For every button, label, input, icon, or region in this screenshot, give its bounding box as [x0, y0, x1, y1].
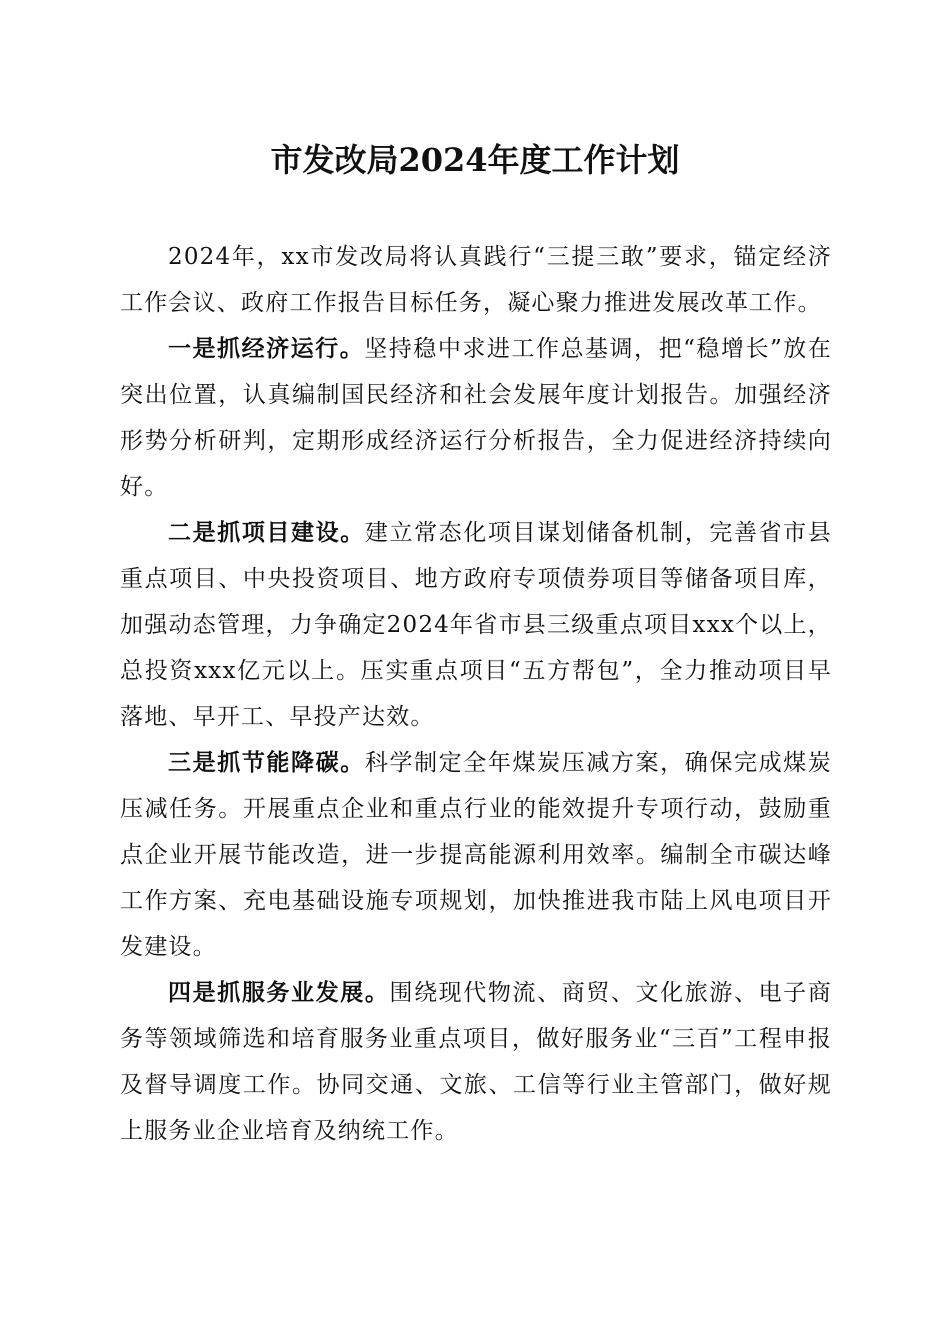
section-text: 建立常态化项目谋划储备机制，完善省市县重点项目、中央投资项目、地方政府专项债券项目等储备项目库，加强动态管理，力争确定2024年省市县三级重点项目xxx个以上，总投资xxx亿元以上。压实重点项目“五方帮包”，全力推动项目早落地、早开工、早投产达效。 — [120, 520, 832, 730]
document-title: 市发改局2024年度工作计划 — [270, 141, 680, 179]
section-paragraph-services — [120, 970, 832, 1154]
section-lead: 三是抓节能降碳。 — [168, 749, 365, 776]
intro-paragraph: 2024年，xx市发改局将认真践行“三提三敢”要求，锚定经济工作会议、政府工作报告目标任务，凝心聚力推进发展改革工作。 — [120, 244, 832, 316]
section-paragraph-economy — [120, 326, 832, 510]
section-paragraph-energy — [120, 740, 832, 970]
section-paragraph-projects — [120, 510, 832, 740]
section-lead: 四是抓服务业发展。 — [168, 979, 390, 1006]
document-body — [120, 234, 832, 1154]
section-text: 坚持稳中求进工作总基调，把“稳增长”放在突出位置，认真编制国民经济和社会发展年度计划报告。加强经济形势分析研判，定期形成经济运行分析报告，全力促进经济持续向好。 — [120, 336, 832, 500]
section-text: 科学制定全年煤炭压减方案，确保完成煤炭压减任务。开展重点企业和重点行业的能效提升专项行动，鼓励重点企业开展节能改造，进一步提高能源利用效率。编制全市碳达峰工作方案、充电基础设施专项规划，加快推进我市陆上风电项目开发建设。 — [120, 750, 832, 960]
section-lead: 一是抓经济运行。 — [168, 335, 365, 362]
section-text: 围绕现代物流、商贸、文化旅游、电子商务等领域筛选和培育服务业重点项目，做好服务业“三百”工程申报及督导调度工作。协同交通、文旅、工信等行业主管部门，做好规上服务业企业培育及纳统工作。 — [120, 980, 832, 1144]
section-lead: 二是抓项目建设。 — [168, 519, 365, 546]
